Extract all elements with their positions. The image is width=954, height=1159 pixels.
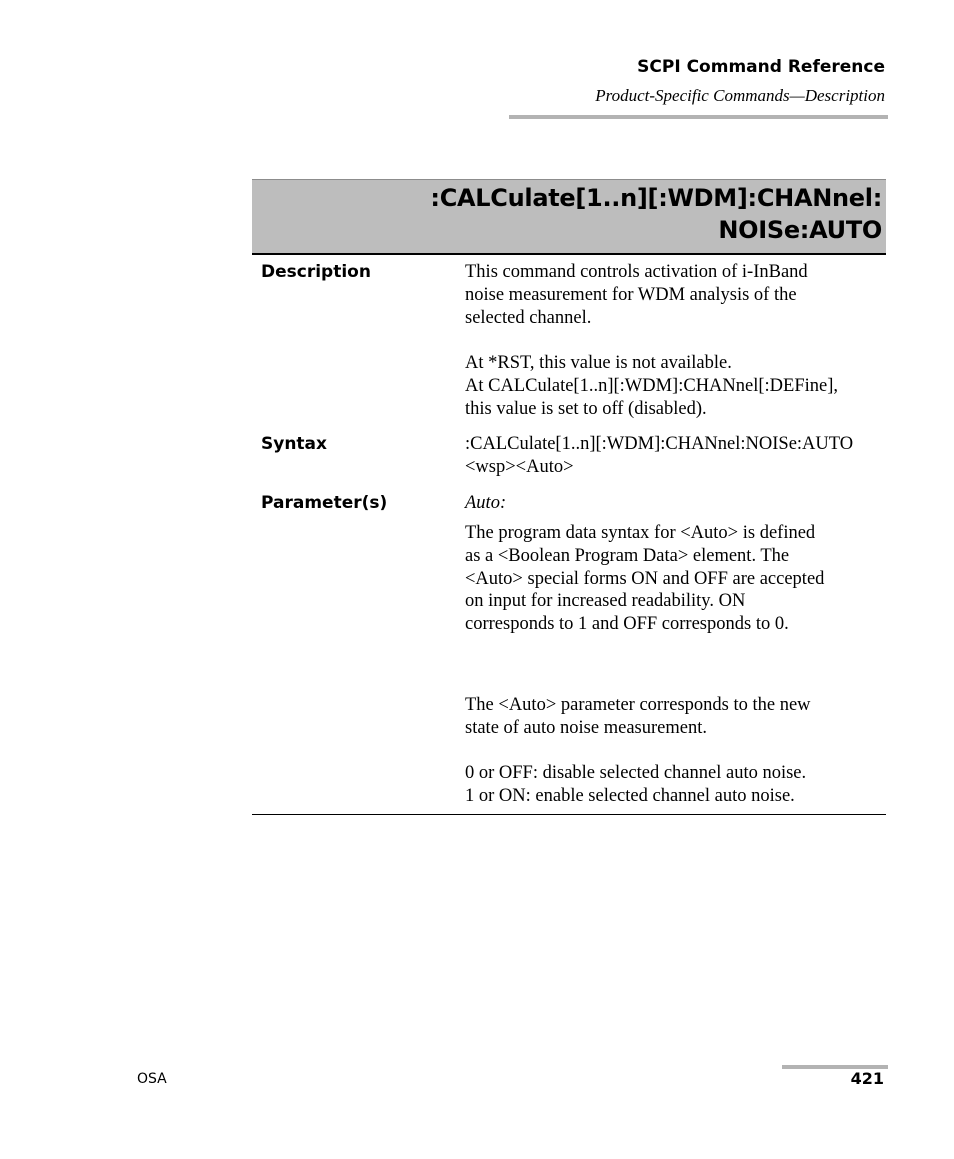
syntax-line: <wsp><Auto> [465,456,574,477]
parameter-line: on input for increased readability. ON [465,591,746,612]
parameter-line: state of auto noise measurement. [465,717,707,738]
page-number: 421 [850,1069,884,1088]
description-line: At CALCulate[1..n][:WDM]:CHANnel[:DEFine], [465,375,839,396]
description-line: At *RST, this value is not available. [465,353,732,374]
description-line: selected channel. [465,307,592,328]
description-line: this value is set to off (disabled). [465,398,707,419]
parameter-line: The program data syntax for <Auto> is defined [465,523,816,543]
parameter-line: corresponds to 1 and OFF corresponds to 0. [465,614,789,635]
parameters-label: Parameter(s) [261,493,388,513]
description-line [465,329,838,352]
parameter-line: 1 or ON: enable selected channel auto noise. [465,786,795,807]
parameter-line: The <Auto> parameter corresponds to the new [465,695,811,715]
command-title-line-2: NOISe:AUTO [718,216,882,244]
parameter-paragraph-1 [465,522,824,636]
header-subtitle: Product-Specific Commands—Description [595,86,885,105]
header-title: SCPI Command Reference [637,57,885,77]
parameter-paragraph-2 [465,694,811,808]
parameter-name: Auto: [465,493,507,513]
description-label: Description [261,262,371,282]
parameter-line: 0 or OFF: disable selected channel auto noise. [465,763,807,784]
footer-left-label: OSA [137,1071,167,1087]
description-text [465,261,838,421]
syntax-label: Syntax [261,434,327,454]
parameter-line: <Auto> special forms ON and OFF are accepted [465,568,825,589]
syntax-text [465,433,853,479]
header-rule [509,115,888,119]
command-title-line-1: :CALCulate[1..n][:WDM]:CHANnel: [430,184,882,212]
description-line: This command controls activation of i-InBand [465,262,808,282]
parameter-line [465,740,811,763]
command-title-box [252,179,886,255]
description-line: noise measurement for WDM analysis of the [465,284,797,305]
table-bottom-rule [252,814,886,815]
syntax-line: :CALCulate[1..n][:WDM]:CHANnel:NOISe:AUTO [465,434,854,454]
parameter-line: as a <Boolean Program Data> element. The [465,545,790,566]
